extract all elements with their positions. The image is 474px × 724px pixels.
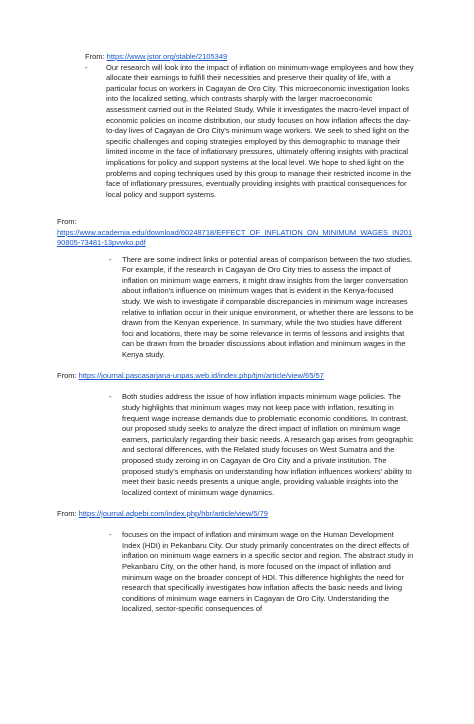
source-line [57,52,414,63]
source-line [57,371,414,382]
source-link[interactable]: https://www.academia.edu/download/60248718/EFFECT_OF_INFLATION_ON_MINIMUM_WAGES_IN20190805-73481-13pvwko.pdf [57,227,413,248]
paragraph-text: focuses on the impact of inflation and minimum wage on the Human Development Index (HDI) in Pekanbaru City. Our study primarily concentrates on the direct effects of inflation on minimum wage earners in a specific sector and region. The abstract study in Pekanbaru City, on the other hand, is more focused on the impact of inflation and minimum wage on the broader concept of HDI. This difference highlights the need for research that specifically investigates how inflation affects the basic needs and living conditions of minimum wage earners in Cagayan de Oro City. Understanding the localized, sector-specific consequences of [122,530,414,614]
bullet-paragraph [109,392,414,498]
from-label: From: [85,52,107,61]
source-line-url [57,228,414,249]
from-label: From: [57,508,79,518]
bullet-paragraph [85,63,414,201]
paragraph-text: There are some indirect links or potential areas of comparison between the two studies. For example, if the research in Cagayan de Oro City tries to assess the impact of inflation on minimum wage earners, it might draw insights from the larger conversation about inflation's influence on minimum wages that is evident in the Kenya-focused study. We wish to investigate if comparable discrepancies in minimum wage increases relative to inflation occur in their unique environment, or whether there are lessons to be drawn from the Kenyan experience. In summary, while the two studies have different foci and locations, there may be some relevance in terms of lessons and insights that can be drawn from the broader discussions about inflation and minimum wages in the Kenya study. [122,254,414,360]
source-section-4 [57,509,414,615]
bullet-dash: - [109,392,112,402]
source-section-3 [57,371,414,498]
paragraph-text: Both studies address the issue of how inflation impacts minimum wage policies. The study highlights that minimum wages may not keep pace with inflation, resulting in frequent wage increase demands due to problematic economic conditions. In contrast, our proposed study seeks to analyze the direct impact of inflation on minimum wage earners, particularly regarding their basic needs. A research gap arises from geographic and sectoral differences, with the Related study focuses on West Sumatra and the proposed study zeroing in on Cagayan de Oro City and a private institution. The proposed study's emphasis on understanding how inflation influences workers' ability to meet their basic needs presents a unique angle, providing valuable insights into the localized context of minimum wage dynamics. [122,392,413,497]
from-label: From: [57,371,79,381]
source-link[interactable]: https://journal.pascasarjana-unpas.web.id/index.php/tjm/article/view/65/57 [78,371,324,381]
bullet-dash: - [109,254,112,264]
source-link[interactable]: https://journal.adpebi.com/index.php/hbr/article/view/5/79 [78,508,268,518]
from-label: From: [57,216,77,226]
bullet-paragraph [109,530,414,615]
source-line [57,509,414,520]
bullet-paragraph [109,255,414,361]
source-line [57,217,414,228]
paragraph-text: Our research will look into the impact of inflation on minimum-wage employees and how they allocate their earnings to fulfill their necessities and preserve their quality of life, with a particular focus on workers in Cagayan de Oro City. This microeconomic investigation looks into the localized setting, which contrasts sharply with the larger macroeconomic assessment carried out in the Related Study. While it investigates the macro-level impact of economic policies on income distribution, our study focuses on how inflation affects the day-to-day lives of Cagayan de Oro City's minimum wage workers. We seek to shed light on the specific challenges and coping strategies employed by this demographic to manage their limited income in the face of inflationary pressures, ultimately offering insights with practical implications for policy and support systems at the local level. We hope to shed light on the problems and coping techniques used by this group to manage their restricted income in the face of inflationary pressures, eventually providing insights with practical consequences for local policy and support systems. [106,62,414,199]
source-section-1 [57,52,414,200]
bullet-dash: - [85,62,88,72]
source-section-2 [57,217,414,361]
source-link[interactable]: https://www.jstor.org/stable/2105349 [106,52,228,61]
bullet-dash: - [109,530,112,540]
